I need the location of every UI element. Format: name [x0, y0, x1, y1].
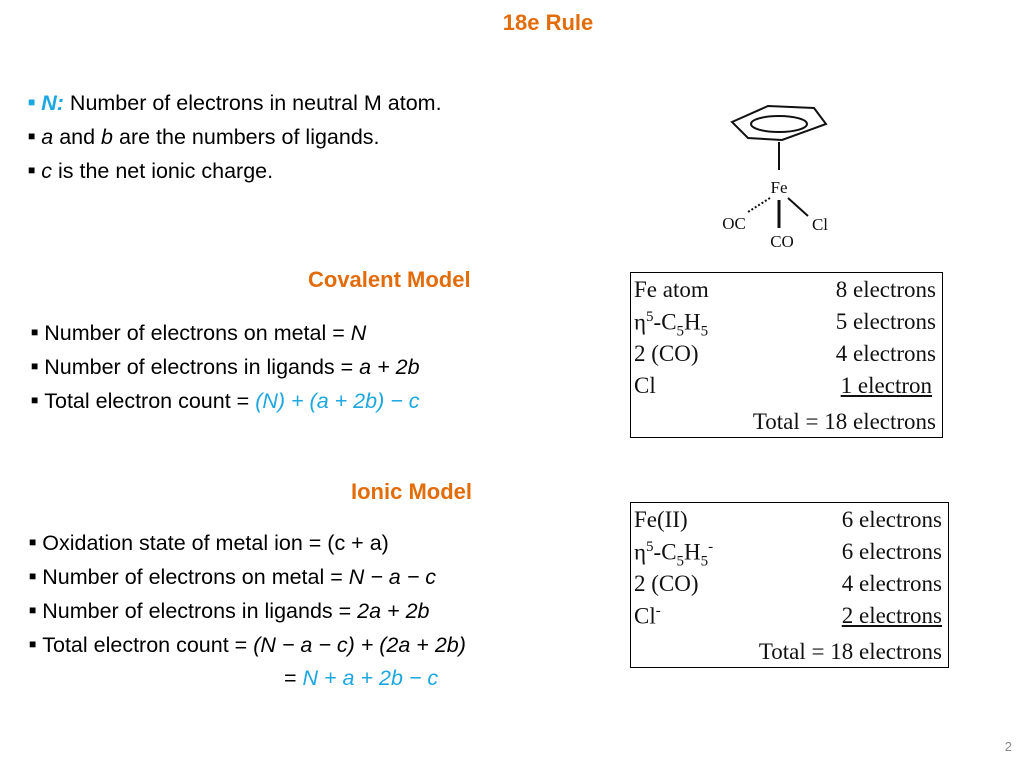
ionic-total-formula: N + a + 2b − c	[302, 666, 439, 690]
bullet-icon: ■	[31, 359, 39, 373]
bullet-icon: ■	[31, 393, 39, 407]
row-label: Cl-	[634, 603, 661, 629]
ligand-oc-label: OC	[722, 214, 746, 233]
row-label: Fe atom	[634, 277, 709, 302]
covalent-model-title: Covalent Model	[308, 267, 471, 292]
ionic-model-title: Ionic Model	[351, 479, 472, 504]
definition-n	[28, 85, 442, 120]
ligand-cl-label: Cl	[811, 215, 829, 234]
covalent-bullet-1	[31, 315, 366, 350]
row-value: 2 electrons	[841, 603, 942, 628]
var-a: a	[41, 125, 54, 149]
definition-ab	[28, 119, 380, 154]
table-row	[634, 341, 936, 373]
row-label: $\eta^5-C_5H_5$	[634, 309, 709, 340]
equals-sign: =	[284, 666, 303, 690]
n-label: N:	[41, 91, 64, 115]
ionic-b4-text: Total electron count =	[42, 633, 254, 657]
bullet-icon: ■	[29, 535, 37, 549]
table-row	[634, 277, 936, 309]
row-value: 1 electron	[840, 373, 932, 398]
ionic-bullet-2	[29, 559, 436, 594]
c-text: is the net ionic charge.	[52, 159, 274, 183]
page-number: 2	[1004, 739, 1012, 754]
row-value: 6 electrons	[841, 507, 942, 532]
var-b: b	[101, 125, 114, 149]
bullet-icon: ■	[28, 95, 36, 109]
ionic-b3-var: 2a + 2b	[357, 599, 430, 623]
covalent-b1-var: N	[350, 321, 367, 345]
page-title: 18e Rule	[502, 10, 594, 35]
row-label: $\eta^5-C_5H_5^-$	[634, 539, 714, 570]
table-row	[634, 373, 936, 405]
covalent-b2-text: Number of electrons in ligands =	[44, 355, 360, 379]
var-c: c	[41, 159, 52, 183]
ligand-co-label: CO	[770, 232, 794, 251]
covalent-bullet-2	[31, 349, 420, 384]
row-label: 2 (CO)	[634, 571, 699, 596]
covalent-bullet-3	[31, 383, 420, 418]
table-row	[634, 309, 936, 341]
table-total: Total = 18 electrons	[758, 639, 942, 664]
row-label: 2 (CO)	[634, 341, 699, 366]
row-value: 5 electrons	[835, 309, 936, 334]
metal-label: Fe	[770, 178, 788, 197]
bullet-icon: ■	[28, 163, 36, 177]
row-value: 4 electrons	[835, 341, 936, 366]
table-row	[634, 571, 942, 603]
ionic-total-simplified	[284, 661, 438, 695]
bullet-icon: ■	[29, 637, 37, 651]
ionic-b3-text: Number of electrons in ligands =	[42, 599, 358, 623]
ionic-b4-var: (N − a − c) + (2a + 2b)	[253, 633, 466, 657]
ab-text: are the numbers of ligands.	[113, 125, 380, 149]
ionic-b1-text: Oxidation state of metal ion = (c + a)	[42, 531, 389, 555]
covalent-b1-text: Number of electrons on metal =	[44, 321, 351, 345]
row-value: 4 electrons	[841, 571, 942, 596]
ionic-b2-text: Number of electrons on metal =	[42, 565, 349, 589]
row-label: Fe(II)	[634, 507, 688, 532]
table-row	[634, 603, 942, 635]
row-label: Cl	[634, 373, 656, 398]
n-text: Number of electrons in neutral M atom.	[63, 91, 442, 115]
bullet-icon: ■	[31, 325, 39, 339]
row-value: 8 electrons	[835, 277, 936, 302]
table-total: Total = 18 electrons	[752, 409, 936, 434]
bullet-icon: ■	[28, 129, 36, 143]
bullet-icon: ■	[29, 603, 37, 617]
covalent-electron-count-table	[630, 272, 943, 438]
ionic-b2-var: N − a − c	[348, 565, 437, 589]
ionic-bullet-1	[29, 525, 389, 560]
molecule-structure-diagram	[712, 100, 862, 255]
table-row	[634, 539, 942, 571]
row-value: 6 electrons	[841, 539, 942, 564]
and-text: and	[53, 125, 102, 149]
covalent-total-formula: (N) + (a + 2b) − c	[255, 389, 420, 413]
cyclopentadienyl-ring	[732, 106, 826, 140]
covalent-b2-var: a + 2b	[359, 355, 420, 379]
definition-c	[28, 153, 273, 188]
covalent-b3-text: Total electron count =	[44, 389, 256, 413]
ionic-electron-count-table	[630, 502, 949, 668]
bullet-icon: ■	[29, 569, 37, 583]
ionic-bullet-4	[29, 627, 466, 662]
table-row	[634, 507, 942, 539]
ionic-bullet-3	[29, 593, 430, 628]
